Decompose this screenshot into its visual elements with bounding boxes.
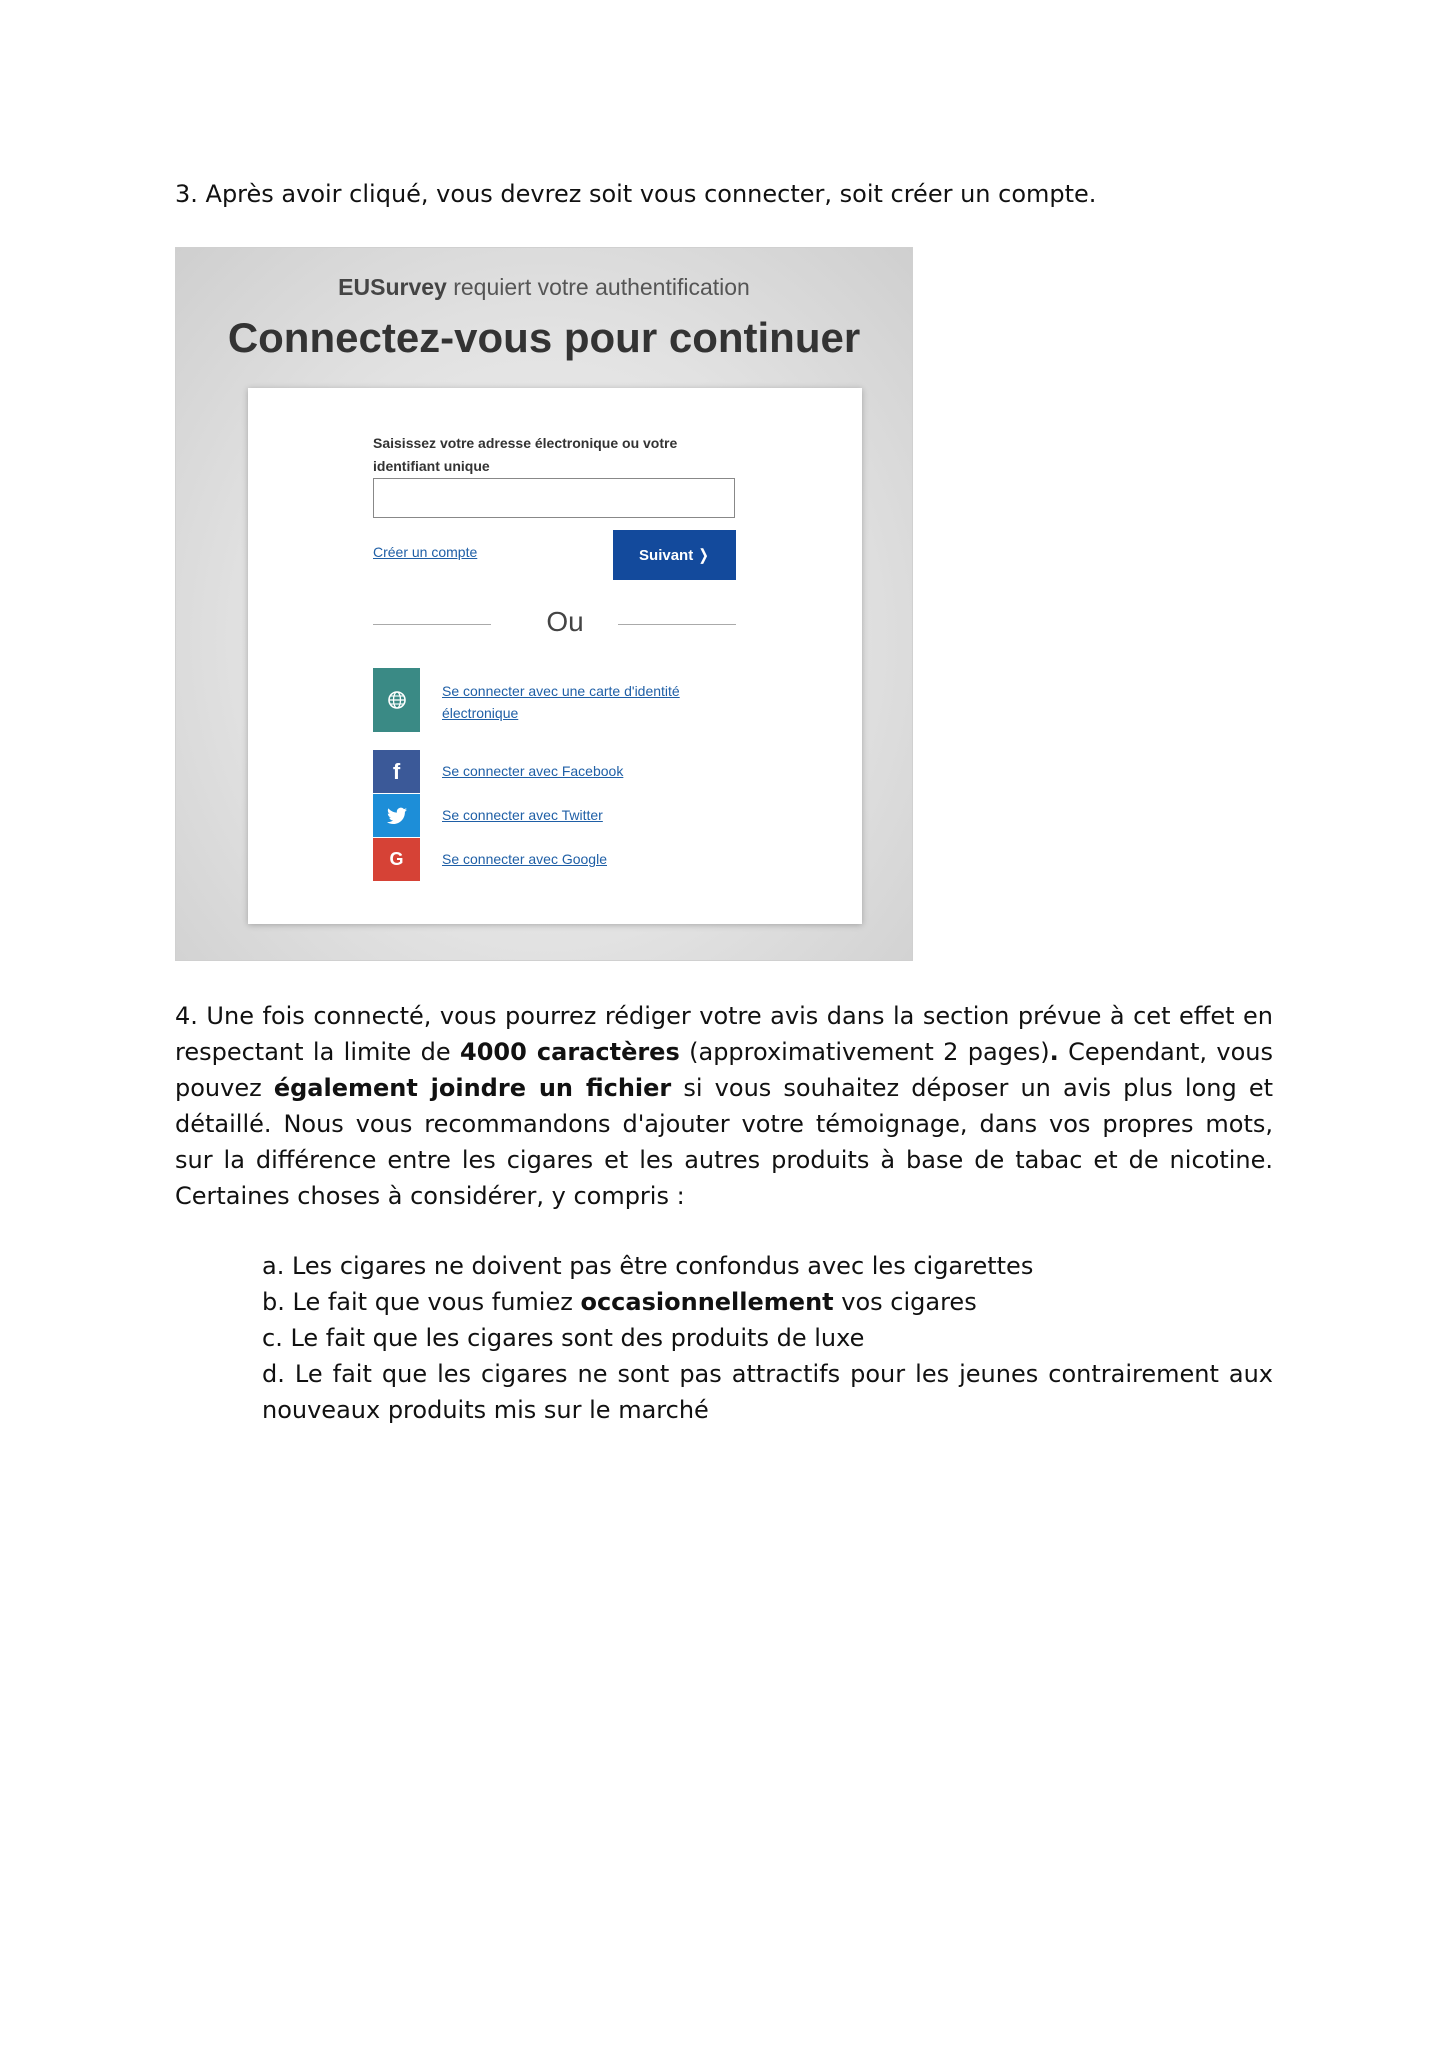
login-title: Connectez-vous pour continuer xyxy=(227,314,861,361)
facebook-login-link[interactable]: Se connecter avec Facebook xyxy=(442,763,624,779)
google-icon[interactable]: G xyxy=(373,838,420,881)
list-item: b. Le fait que vous fumiez occasionnellement vos cigares xyxy=(262,1288,977,1316)
step-3-paragraph: 3. Après avoir cliqué, vous devrez soit vous connecter, soit créer un compte. xyxy=(175,180,1097,208)
or-label: Ou xyxy=(546,606,584,637)
considerations-list xyxy=(262,1248,1273,1428)
twitter-icon[interactable] xyxy=(373,794,420,837)
google-login-link[interactable]: Se connecter avec Google xyxy=(442,851,607,867)
facebook-icon[interactable]: f xyxy=(373,750,420,793)
divider-right xyxy=(618,624,736,625)
create-account-link[interactable]: Créer un compte xyxy=(373,544,478,560)
login-card xyxy=(248,388,862,924)
twitter-login-link[interactable]: Se connecter avec Twitter xyxy=(442,807,603,823)
login-screenshot xyxy=(175,247,913,961)
step-4-paragraph: 4. Une fois connecté, vous pourrez rédiger votre avis dans la section prévue à cet effet en respectant la limite de 4000 caractères (approximativement 2 pages). Cependant, vous pouvez également joindre un fichier si vous souhaitez déposer un avis plus long et détaillé. Nous vous recommandons d'ajouter votre témoignage, dans vos propres mots, sur la différence entre les cigares et les autres produits à base de tabac et de nicotine. Certaines choses à considérer, y compris : xyxy=(175,1002,1274,1210)
eid-login-link[interactable]: Se connecter avec une carte d'identité électronique xyxy=(442,683,680,721)
identifier-input[interactable] xyxy=(373,478,735,518)
next-button[interactable]: Suivant ❭ xyxy=(613,530,736,580)
globe-icon[interactable] xyxy=(373,668,420,732)
list-item: d. Le fait que les cigares ne sont pas attractifs pour les jeunes contrairement aux nouveaux produits mis sur le marché xyxy=(262,1360,1273,1424)
identifier-label: Saisissez votre adresse électronique ou votre identifiant unique xyxy=(373,435,678,474)
list-item: a. Les cigares ne doivent pas être confondus avec les cigarettes xyxy=(262,1252,1034,1280)
auth-subtitle: EUSurvey requiert votre authentification xyxy=(338,274,750,300)
list-item: c. Le fait que les cigares sont des produits de luxe xyxy=(262,1324,865,1352)
brand-name: EUSurvey xyxy=(338,274,447,300)
